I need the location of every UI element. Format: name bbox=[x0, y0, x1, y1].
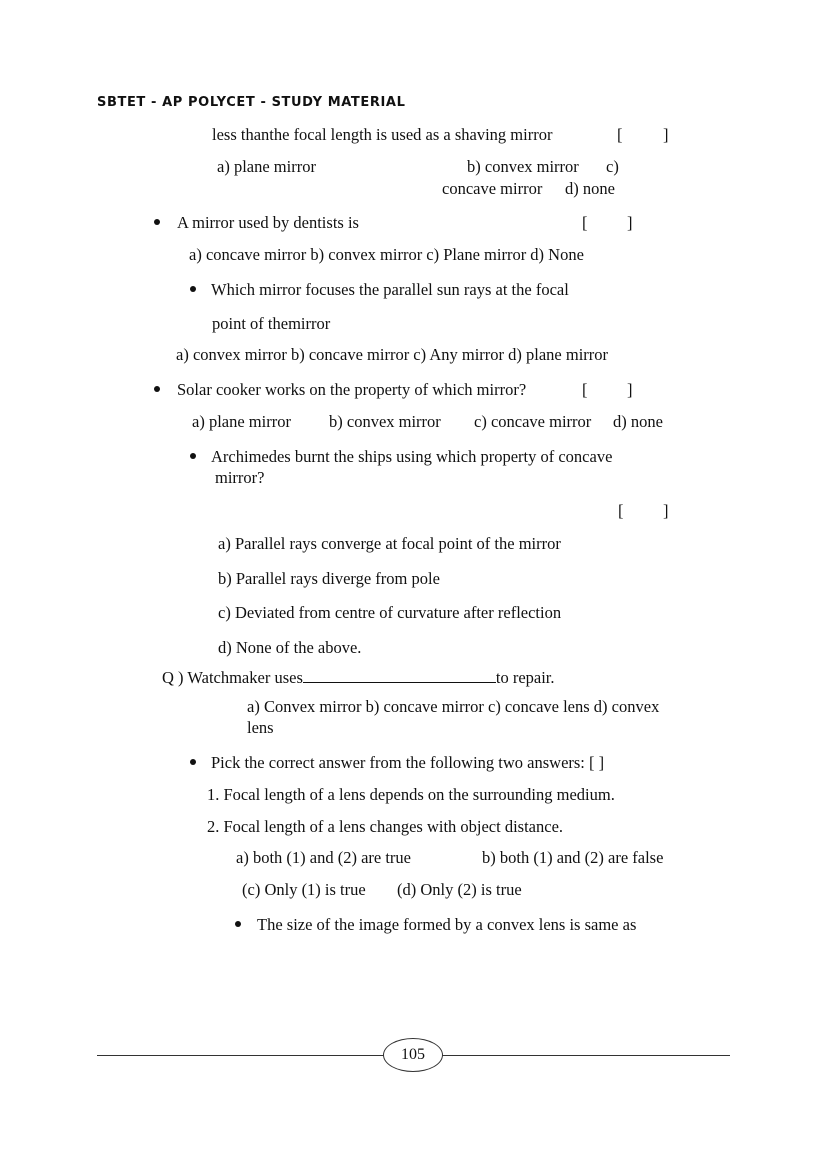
option-a: a) plane mirror bbox=[217, 157, 316, 176]
option-d: d) none bbox=[565, 179, 615, 198]
footer-rule-right bbox=[442, 1055, 730, 1056]
option-b: b) both (1) and (2) are false bbox=[482, 848, 664, 867]
answer-bracket-open: [ bbox=[617, 125, 623, 144]
bullet-icon bbox=[190, 453, 196, 459]
answer-blank bbox=[303, 668, 496, 683]
question-stem: Which mirror focuses the parallel sun rays at the focal bbox=[211, 280, 569, 299]
answer-bracket-open: [ bbox=[582, 380, 588, 399]
bullet-icon bbox=[190, 759, 196, 765]
bullet-icon bbox=[190, 286, 196, 292]
statement-1: 1. Focal length of a lens depends on the surrounding medium. bbox=[207, 785, 615, 804]
option-c: concave mirror bbox=[442, 179, 543, 198]
option-c: c) Deviated from centre of curvature after reflection bbox=[218, 603, 562, 622]
options-line: a) Convex mirror b) concave mirror c) concave lens d) convex bbox=[247, 697, 660, 716]
question-stem: The size of the image formed by a convex lens is same as bbox=[257, 915, 637, 934]
option-a: a) Parallel rays converge at focal point of the mirror bbox=[218, 534, 561, 553]
question-stem: Pick the correct answer from the following two answers: [ ] bbox=[211, 753, 605, 772]
answer-bracket-close: ] bbox=[663, 125, 669, 144]
answer-bracket-close: ] bbox=[663, 501, 669, 520]
question-stem: A mirror used by dentists is bbox=[177, 213, 359, 232]
option-c: (c) Only (1) is true bbox=[242, 880, 366, 899]
option-d: d) None of the above. bbox=[218, 638, 362, 657]
option-b: b) Parallel rays diverge from pole bbox=[218, 569, 440, 588]
page-header: SBTET - AP POLYCET - STUDY MATERIAL bbox=[97, 95, 406, 110]
question-stem: Archimedes burnt the ships using which property of concave bbox=[211, 447, 613, 466]
bullet-icon bbox=[154, 219, 160, 225]
bullet-icon bbox=[154, 386, 160, 392]
question-stem-continued: mirror? bbox=[215, 468, 265, 487]
option-d: (d) Only (2) is true bbox=[397, 880, 522, 899]
options-line: a) concave mirror b) convex mirror c) Plane mirror d) None bbox=[189, 245, 584, 264]
answer-bracket-close: ] bbox=[627, 380, 633, 399]
options-line-continued: lens bbox=[247, 718, 274, 737]
option-d: d) none bbox=[613, 412, 663, 431]
option-a: a) both (1) and (2) are true bbox=[236, 848, 411, 867]
footer-rule-left bbox=[97, 1055, 384, 1056]
option-b: b) convex mirror bbox=[329, 412, 441, 431]
options-line: a) convex mirror b) concave mirror c) Any mirror d) plane mirror bbox=[176, 345, 609, 364]
answer-bracket-close: ] bbox=[627, 213, 633, 232]
answer-bracket-open: [ bbox=[618, 501, 624, 520]
question-suffix: to repair. bbox=[495, 668, 555, 687]
answer-bracket-open: [ bbox=[582, 213, 588, 232]
option-b: b) convex mirror bbox=[467, 157, 579, 176]
bullet-icon bbox=[235, 921, 241, 927]
option-c-prefix: c) bbox=[606, 157, 619, 176]
question-stem-continued: point of themirror bbox=[212, 314, 331, 333]
option-c: c) concave mirror bbox=[474, 412, 592, 431]
question-stem: Solar cooker works on the property of which mirror? bbox=[177, 380, 527, 399]
page-number: 105 bbox=[383, 1038, 443, 1072]
question-stem: less thanthe focal length is used as a shaving mirror bbox=[212, 125, 553, 144]
question-prefix: Q ) Watchmaker uses bbox=[162, 668, 303, 687]
statement-2: 2. Focal length of a lens changes with object distance. bbox=[207, 817, 564, 836]
fill-blank-question bbox=[162, 668, 555, 688]
option-a: a) plane mirror bbox=[192, 412, 291, 431]
